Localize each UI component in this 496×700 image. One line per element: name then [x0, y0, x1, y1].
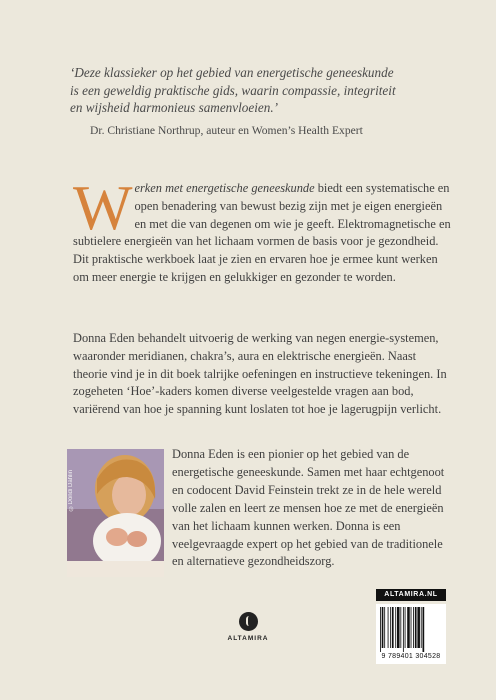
book-title-inline: erken met energetische geneeskunde [134, 181, 315, 195]
barcode-bar [380, 607, 381, 652]
intro-paragraph [73, 173, 451, 287]
barcode-bar [392, 607, 394, 648]
barcode-bar [417, 607, 420, 648]
quote-line: en wijsheid harmonieus samenvloeien.’ [70, 100, 279, 115]
barcode-bar [397, 607, 400, 648]
barcode-bar [411, 607, 412, 648]
publisher-logo [218, 612, 278, 662]
quote-line: is een geweldig praktische gids, waarin compassie, integriteit [70, 82, 396, 98]
drop-cap: W [73, 173, 133, 243]
barcode-bar [415, 607, 417, 648]
barcode-bar [390, 607, 391, 648]
author-photo [67, 449, 164, 577]
barcode-bar [421, 607, 422, 648]
barcode-bar [407, 607, 410, 648]
publisher-name: ALTAMIRA [227, 635, 269, 642]
photo-credit: ©Dondi Dahlin [68, 470, 74, 511]
barcode-bars [379, 607, 443, 652]
description-paragraph: Donna Eden behandelt uitvoerig de werking van negen energie-systemen, waaronder meridianen, chakra’s, aura en elektrische energieën. Naast theorie vind je in dit boek talrijke oefeningen en instructieve tekeningen. In zogeheten ‘Hoe’-kaders komen diverse veelgestelde vragen aan bod, variërend van hoe je spanning kunt loslaten tot hoe je lagerugpijn verlicht. [73, 331, 447, 417]
quote-line: ‘Deze klassieker op het gebied van energetische geneeskunde [70, 65, 394, 80]
endorsement-quote [70, 64, 442, 117]
altamira-logo-icon [239, 612, 258, 631]
barcode-bar [405, 607, 406, 648]
author-bio: Donna Eden is een pionier op het gebied van de energetische geneeskunde. Samen met haar echtgenoot en codocent David Feinstein trekt ze in de hele wereld volle zalen en leert ze mensen hoe ze met de energieën van het lichaam kunnen werken. Donna is een veelgevraagde expert op het gebied van de traditionele en alternatieve gezondheidszorg. [172, 447, 445, 569]
intro-text: biedt een systematische en open benadering van bewust bezig zijn met je eigen energieën en met die van degenen om wie je geeft. Elektromagnetische en subtielere energieën van het lichaam vormen de basis voor je gezondheid. Dit praktische werkboek laat je zien en ervaren hoe je ermee kunt werken om meer energie te krijgen en gelukkiger en gezonder te worden. [73, 181, 451, 284]
barcode-bar [400, 607, 401, 648]
isbn-number: 9 789401 304528 [381, 653, 441, 660]
quote-author: Dr. Christiane Northrup, auteur en Women’s Health Expert [90, 124, 363, 137]
barcode-bar [384, 607, 385, 648]
publisher-website: ALTAMIRA.NL [376, 589, 446, 601]
barcode-bar [388, 607, 389, 648]
author-portrait-illustration [67, 449, 164, 577]
barcode-bar [395, 607, 396, 648]
barcode-bar [382, 607, 384, 648]
isbn-barcode [376, 604, 446, 664]
barcode-bar [403, 607, 404, 652]
barcode-bar [413, 607, 414, 648]
barcode-bar [423, 607, 425, 652]
